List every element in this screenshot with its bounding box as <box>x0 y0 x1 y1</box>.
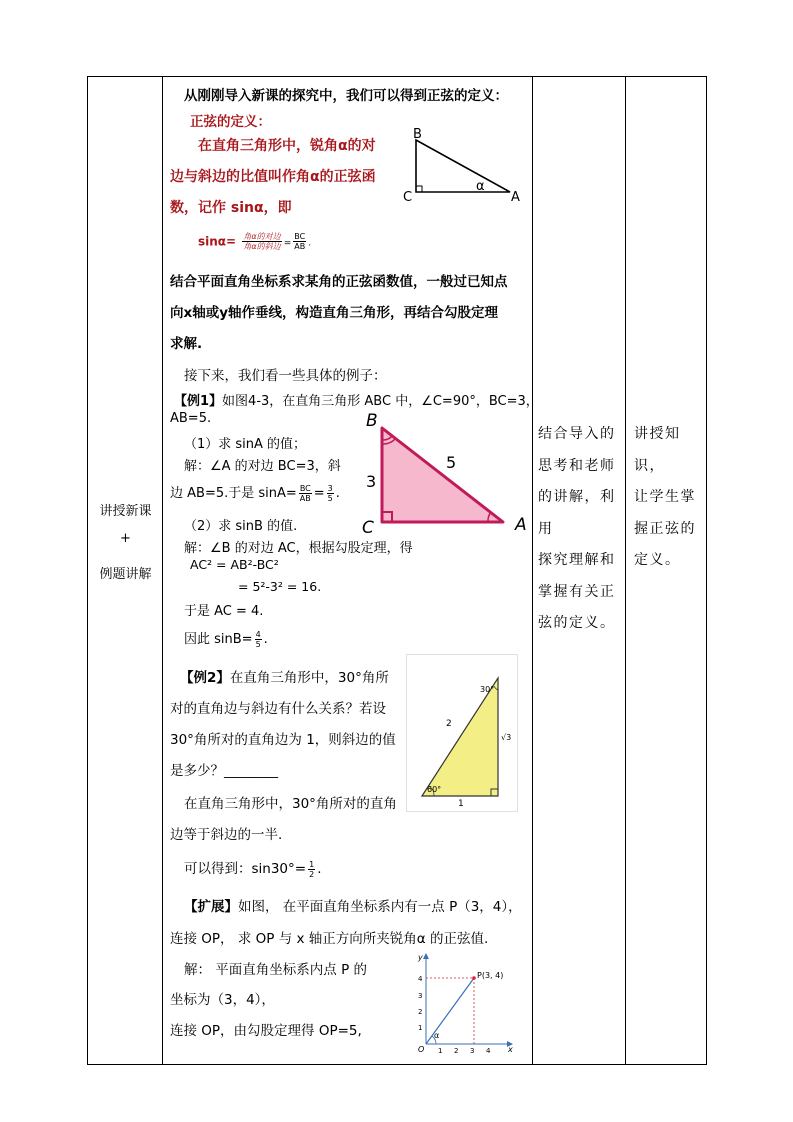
angle-alpha-label: α <box>476 179 485 194</box>
intent-line: 讲授知识， <box>634 426 681 474</box>
design-intent-column <box>626 76 706 1065</box>
frac-den-2: 5 <box>327 494 333 503</box>
hypotenuse-label: 2 <box>446 719 452 729</box>
frac-num: 4 <box>255 630 261 639</box>
extension-solution-2: 坐标为（3，4）， <box>170 992 275 1008</box>
x-axis-label: x <box>508 1045 513 1054</box>
intro-text: 从刚刚导入新课的探究中，我们可以得到正弦的定义： <box>184 88 508 104</box>
stage-column <box>88 76 163 1065</box>
frac-num-2: 3 <box>327 484 333 493</box>
y-axis-label: y <box>418 953 423 962</box>
frac-eq: = <box>313 486 325 501</box>
sinb-text: 因此 sinB= <box>184 632 253 647</box>
frac-den: 5 <box>255 640 261 649</box>
example-1-title: 【例1】 <box>174 394 223 409</box>
intent-line: 握正弦的 <box>634 520 696 537</box>
frac-den: AB <box>299 494 311 503</box>
sin30-text: 可以得到：sin30°= <box>184 861 307 877</box>
sine-formula <box>198 232 311 251</box>
example-1-q2: （2）求 sinB 的值. <box>184 519 298 534</box>
hypotenuse-label: 5 <box>446 453 457 472</box>
triangle-figure-3 <box>406 654 518 812</box>
extension-line-1 <box>184 895 522 915</box>
triangle-figure-1 <box>398 124 528 206</box>
formula-den-2: AB <box>294 242 306 251</box>
formula-den-1: 角α的斜边 <box>243 242 281 251</box>
example-1-q1: （1）求 sinA 的值； <box>184 437 307 452</box>
angle-60-label: 60° <box>427 785 442 794</box>
x-tick-4: 4 <box>486 1047 491 1055</box>
activity-line: 掌握有关正 <box>538 583 616 600</box>
example-1-s2d: 于是 AC = 4. <box>184 604 264 619</box>
angle-30-label: 30° <box>480 685 495 694</box>
example-2-answer-1: 在直角三角形中，30°角所对的直角 <box>184 796 397 812</box>
example-1-header <box>174 390 539 409</box>
method-line-2: 向x轴或y轴作垂线，构造直角三角形，再结合勾股定理 <box>170 305 499 321</box>
method-line-3: 求解. <box>170 336 203 352</box>
leg-label: 3 <box>366 472 377 491</box>
example-1-s2c: = 5²-3² = 16. <box>238 579 322 594</box>
coordinate-figure <box>404 948 518 1060</box>
intent-line: 定义。 <box>634 552 681 568</box>
activity-line: 思考和老师 <box>538 457 616 474</box>
definition-title: 正弦的定义： <box>190 114 271 130</box>
activity-line: 弦的定义。 <box>538 615 616 631</box>
example-1-s1a: 解：∠A 的对边 BC=3，斜 <box>184 459 341 474</box>
design-intent-text <box>634 419 706 577</box>
stage-label-2: + <box>120 531 131 546</box>
frac-end: . <box>263 632 268 647</box>
y-tick-1: 1 <box>418 1024 423 1032</box>
activity-line: 结合导入的 <box>538 426 616 442</box>
method-line-1: 结合平面直角坐标系求某角的正弦函数值，一般过已知点 <box>170 274 508 290</box>
vertex-c-label: C <box>403 190 413 205</box>
x-tick-3: 3 <box>470 1047 475 1055</box>
intent-line: 让学生掌 <box>634 489 696 505</box>
extension-title: 【扩展】 <box>184 899 238 915</box>
next-examples-text: 接下来，我们看一些具体的例子： <box>184 368 387 384</box>
example-1-text-2: AB=5. <box>170 411 212 426</box>
origin-label: O <box>418 1045 425 1054</box>
formula-end: . <box>308 238 312 249</box>
example-2-line-3: 30°角所对的直角边为 1，则斜边的值 <box>170 732 396 748</box>
vertex-c-label: C <box>362 518 374 536</box>
formula-num-1: 角α的对边 <box>243 232 281 241</box>
definition-line-1: 在直角三角形中，锐角α的对 <box>198 138 376 154</box>
example-2-line-4: 是多少？________ <box>170 763 278 779</box>
example-1-s1b-text: 边 AB=5.于是 sinA= <box>170 486 297 501</box>
column-divider <box>532 76 533 1065</box>
triangle-figure-2 <box>360 408 532 536</box>
example-1-s2a: 解：∠B 的对边 AC，根据勾股定理，得 <box>184 541 413 556</box>
example-2-text: 在直角三角形中，30°角所 <box>229 670 389 686</box>
vertex-a-label: A <box>511 190 520 205</box>
short-leg-label: 1 <box>458 799 464 809</box>
student-activity-column <box>534 76 624 1065</box>
frac-den: 2 <box>309 869 315 879</box>
student-activity-text <box>538 419 624 640</box>
y-tick-2: 2 <box>418 1008 423 1016</box>
example-2-line-2: 对的直角边与斜边有什么关系？若设 <box>170 701 386 717</box>
triangle-abc-pink <box>382 428 503 522</box>
x-tick-1: 1 <box>438 1047 443 1055</box>
activity-line: 探究理解和 <box>538 552 616 568</box>
y-tick-3: 3 <box>418 992 423 1000</box>
example-2-line-1 <box>180 666 389 686</box>
extension-text: 如图， 在平面直角坐标系内有一点 P（3，4）， <box>238 899 522 915</box>
right-angle-mark <box>416 186 422 192</box>
example-1-s2b: AC² = AB²-BC² <box>190 557 279 572</box>
x-tick-2: 2 <box>454 1047 459 1055</box>
definition-line-2: 边与斜边的比值叫作角α的正弦函 <box>170 169 376 185</box>
frac-end: . <box>335 486 340 501</box>
y-tick-4: 4 <box>418 975 423 983</box>
example-2-result <box>184 857 321 879</box>
formula-eq: = <box>283 238 292 249</box>
formula-lhs: sinα= <box>198 234 237 249</box>
triangle-abc <box>416 140 510 192</box>
point-p-label: P(3, 4) <box>477 971 504 980</box>
vertex-b-label: B <box>413 127 422 142</box>
extension-solution-3: 连接 OP，由勾股定理得 OP=5, <box>170 1023 362 1039</box>
example-2-title: 【例2】 <box>180 670 230 686</box>
stage-label-3: 例题讲解 <box>99 567 152 582</box>
formula-num-2: BC <box>294 232 306 241</box>
long-leg-label: √3 <box>501 733 512 742</box>
vertex-a-label: A <box>515 515 527 535</box>
frac-end: . <box>317 861 322 877</box>
frac-num: 1 <box>309 859 315 869</box>
example-2-answer-2: 边等于斜边的一半. <box>170 827 283 843</box>
extension-line-2: 连接 OP， 求 OP 与 x 轴正方向所夹锐角α 的正弦值. <box>170 931 489 947</box>
point-p <box>472 976 476 980</box>
alpha-label: α <box>434 1031 440 1040</box>
extension-solution-1: 解： 平面直角坐标系内点 P 的 <box>184 962 368 978</box>
example-1-s1b <box>170 482 340 503</box>
example-1-text: 如图4-3，在直角三角形 ABC 中，∠C=90°，BC=3， <box>222 394 539 409</box>
frac-num: BC <box>299 484 311 493</box>
activity-line: 的讲解，利用 <box>538 489 616 537</box>
stage-label-1: 讲授新课 <box>99 504 152 519</box>
definition-line-3: 数，记作 sinα，即 <box>170 200 292 216</box>
example-1-s2e <box>184 628 268 649</box>
vertex-b-label: B <box>366 411 378 431</box>
